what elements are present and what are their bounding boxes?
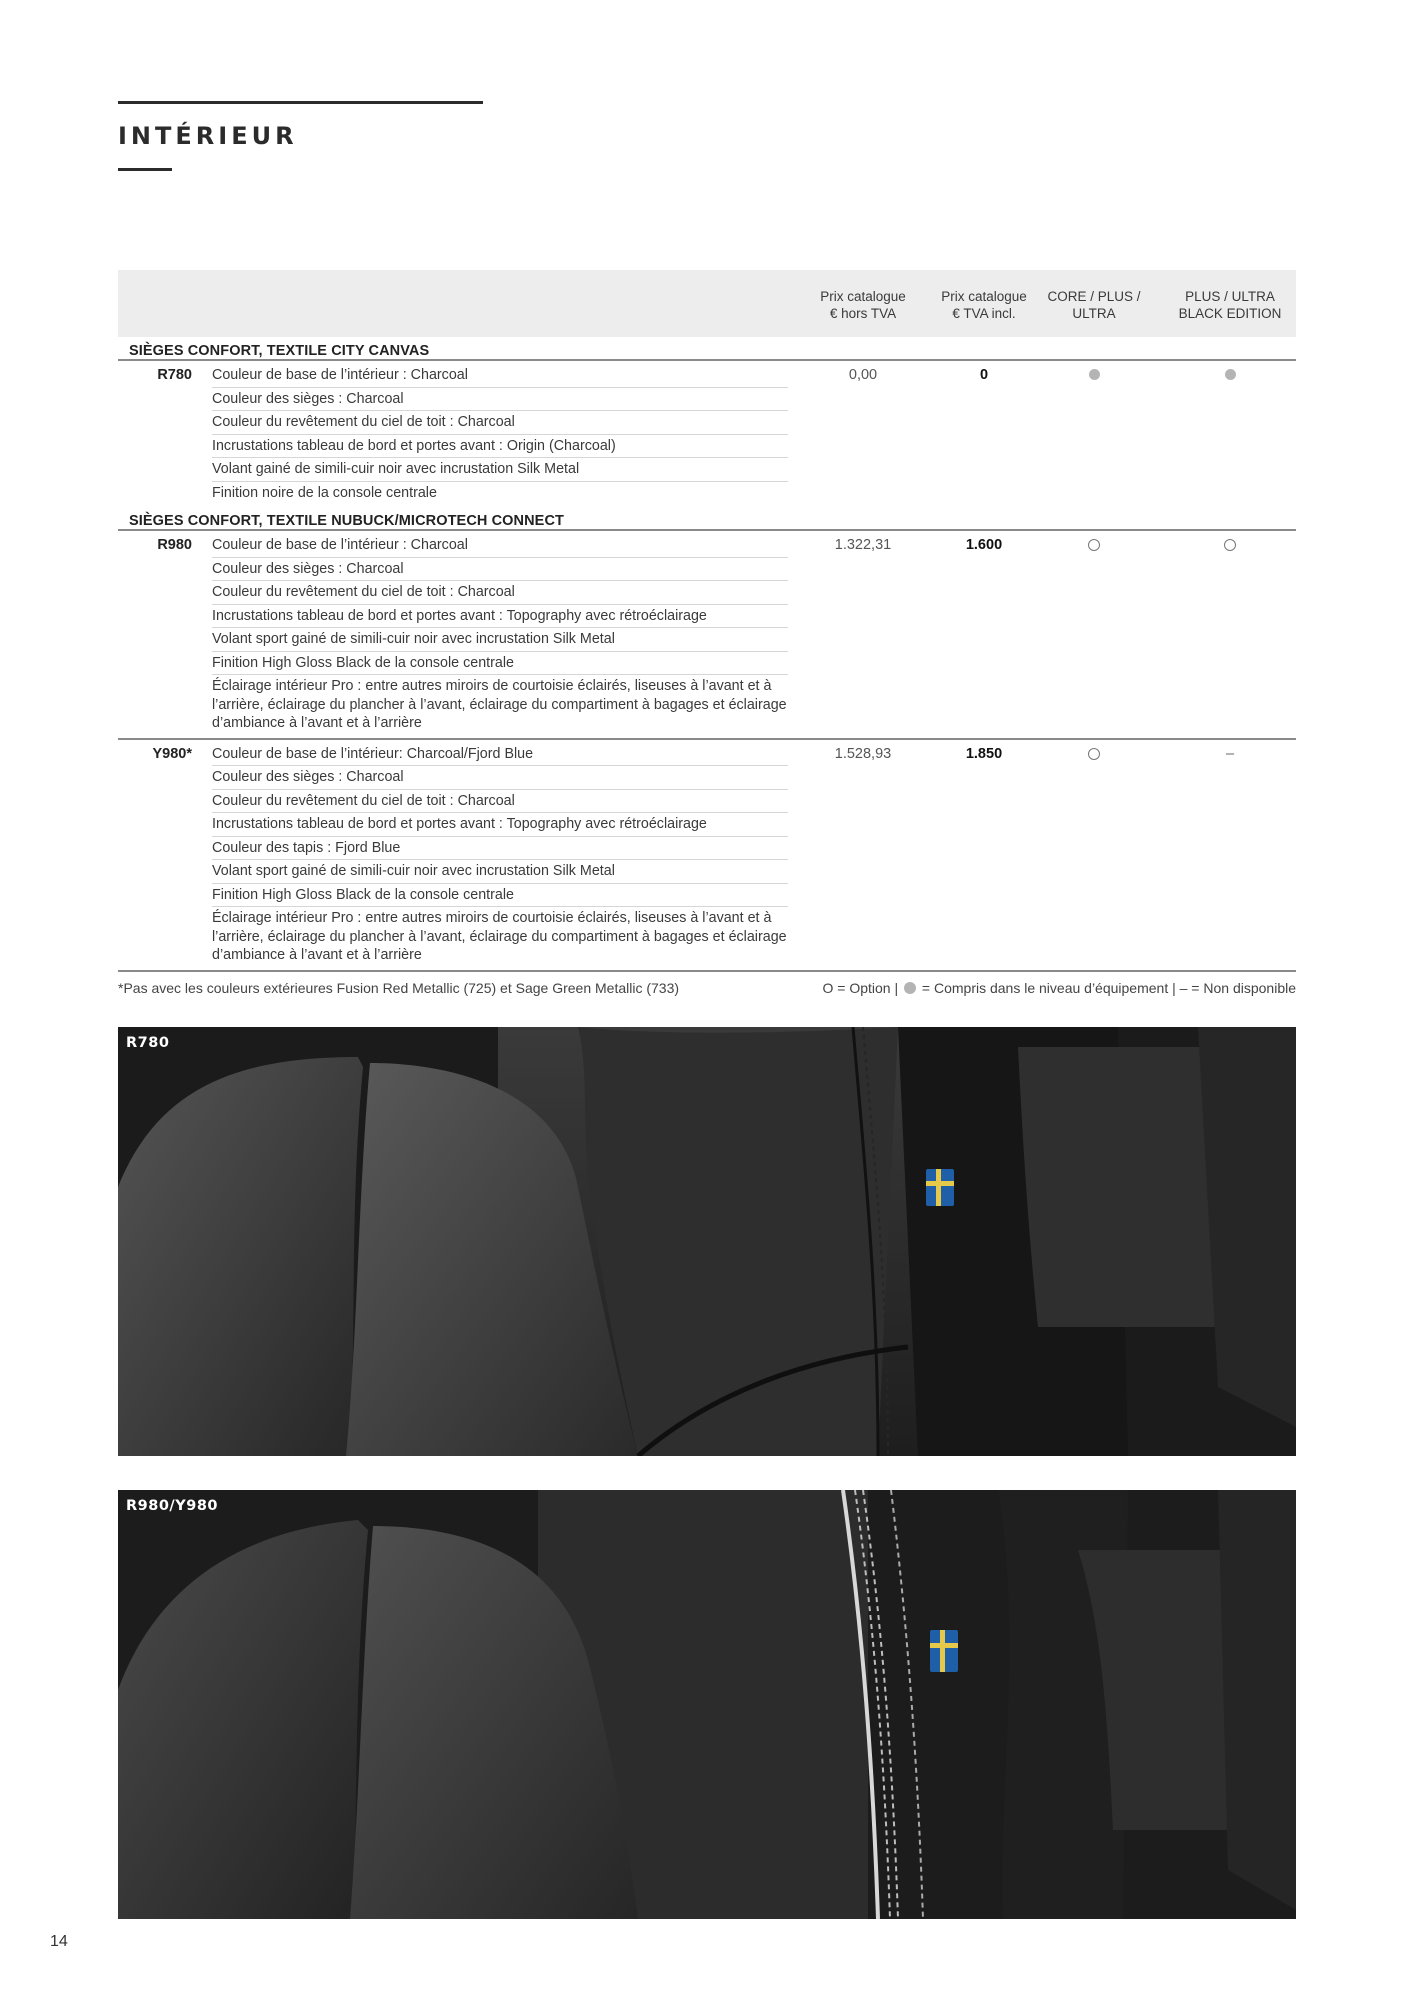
- feature-item: Finition High Gloss Black de la console centrale: [212, 884, 788, 908]
- price-excl-vat: 1.528,93: [834, 745, 892, 762]
- option-circle-icon: [1224, 539, 1236, 551]
- feature-item: Éclairage intérieur Pro : entre autres miroirs de courtoisie éclairés, liseuses à l’avant et à l’arrière, éclairage du plancher à l’avant, éclairage du compartiment à bagages et éclairage d’ambiance à l’avant et à l’arrière: [212, 678, 787, 731]
- price-excl-vat: 0,00: [848, 367, 878, 383]
- seat-photo-r980-y980: [118, 1490, 1296, 1919]
- price-incl-vat: 1.600: [965, 537, 1003, 553]
- page-title: INTÉRIEUR: [118, 122, 298, 150]
- trim2-status: –: [1225, 745, 1235, 762]
- photo-label: R980/Y980: [126, 1498, 218, 1514]
- feature-item: Couleur du revêtement du ciel de toit : Charcoal: [212, 581, 788, 605]
- header-trim-core-plus-ultra: CORE / PLUS / ULTRA: [1047, 289, 1141, 321]
- feature-list: [212, 534, 788, 735]
- feature-item: Couleur des sièges : Charcoal: [212, 558, 788, 582]
- header-price-excl-vat: Prix catalogue € hors TVA: [820, 289, 906, 321]
- swedish-flag-icon: [926, 1169, 954, 1206]
- legend-included-unavailable: = Compris dans le niveau d’équipement | – = Non disponible: [921, 980, 1296, 996]
- feature-item: Couleur de base de l’intérieur : Charcoal: [212, 364, 788, 388]
- interior-options-table: [118, 270, 1296, 972]
- feature-item: Volant gainé de simili-cuir noir avec incrustation Silk Metal: [212, 458, 788, 482]
- option-circle-icon: [1088, 748, 1100, 760]
- page-number: 14: [50, 1933, 68, 1950]
- table-header: [118, 270, 1296, 337]
- feature-item: Incrustations tableau de bord et portes avant : Topography avec rétroéclairage: [212, 813, 788, 837]
- header-price-incl-vat: Prix catalogue € TVA incl.: [941, 289, 1027, 321]
- feature-item: Volant sport gainé de simili-cuir noir avec incrustation Silk Metal: [212, 860, 788, 884]
- feature-item: Couleur de base de l’intérieur : Charcoal: [212, 534, 788, 558]
- legend: [823, 980, 1297, 996]
- price-incl-vat: 1.850: [965, 745, 1003, 762]
- trim2-status: [1180, 537, 1280, 555]
- option-row-y980: [118, 740, 1296, 972]
- feature-item: Couleur des sièges : Charcoal: [212, 766, 788, 790]
- feature-item: Couleur de base de l’intérieur: Charcoal/Fjord Blue: [212, 743, 788, 767]
- option-row-r780: [118, 361, 1296, 507]
- photo-label: R780: [126, 1035, 170, 1051]
- top-rule: [118, 101, 483, 104]
- option-code: R980: [157, 537, 192, 553]
- included-dot-icon: [904, 982, 916, 994]
- option-circle-icon: [1088, 539, 1100, 551]
- seat-image: [118, 1490, 1296, 1919]
- feature-item: Incrustations tableau de bord et portes avant : Topography avec rétroéclairage: [212, 605, 788, 629]
- feature-item: Couleur du revêtement du ciel de toit : Charcoal: [212, 411, 788, 435]
- option-code: Y980*: [152, 745, 192, 762]
- feature-item: Éclairage intérieur Pro : entre autres miroirs de courtoisie éclairés, liseuses à l’avant et à l’arrière, éclairage du plancher à l’avant, éclairage du compartiment à bagages et éclairage d’ambiance à l’avant et à l’arrière: [212, 910, 787, 963]
- feature-item: Finition High Gloss Black de la console centrale: [212, 652, 788, 676]
- seat-photo-r780: [118, 1027, 1296, 1456]
- included-dot-icon: [1225, 369, 1236, 380]
- section-title: SIÈGES CONFORT, TEXTILE NUBUCK/MICROTECH CONNECT: [118, 507, 1296, 531]
- feature-list: [212, 743, 788, 967]
- header-trim-black-edition: PLUS / ULTRA BLACK EDITION: [1178, 289, 1282, 321]
- feature-item: Finition noire de la console centrale: [212, 484, 437, 501]
- trim1-status: [1044, 537, 1144, 555]
- feature-item: Couleur du revêtement du ciel de toit : Charcoal: [212, 790, 788, 814]
- option-row-r980: [118, 531, 1296, 740]
- price-incl-vat: 0: [979, 367, 989, 383]
- trim1-status: [1044, 367, 1144, 384]
- price-excl-vat: 1.322,31: [834, 537, 892, 553]
- option-code: R780: [157, 367, 192, 383]
- feature-item: Incrustations tableau de bord et portes avant : Origin (Charcoal): [212, 435, 788, 459]
- trim1-status: [1044, 746, 1144, 764]
- title-underline: [118, 168, 172, 171]
- included-dot-icon: [1089, 369, 1100, 380]
- legend-option: O = Option |: [822, 980, 899, 996]
- trim2-status: [1180, 367, 1280, 384]
- footnote: *Pas avec les couleurs extérieures Fusion Red Metallic (725) et Sage Green Metallic (733): [118, 980, 680, 996]
- swedish-flag-icon: [930, 1630, 958, 1672]
- seat-image: [118, 1027, 1296, 1456]
- feature-list: [212, 364, 788, 504]
- feature-item: Couleur des tapis : Fjord Blue: [212, 837, 788, 861]
- feature-item: Volant sport gainé de simili-cuir noir avec incrustation Silk Metal: [212, 628, 788, 652]
- section-title: SIÈGES CONFORT, TEXTILE CITY CANVAS: [118, 337, 1296, 361]
- feature-item: Couleur des sièges : Charcoal: [212, 388, 788, 412]
